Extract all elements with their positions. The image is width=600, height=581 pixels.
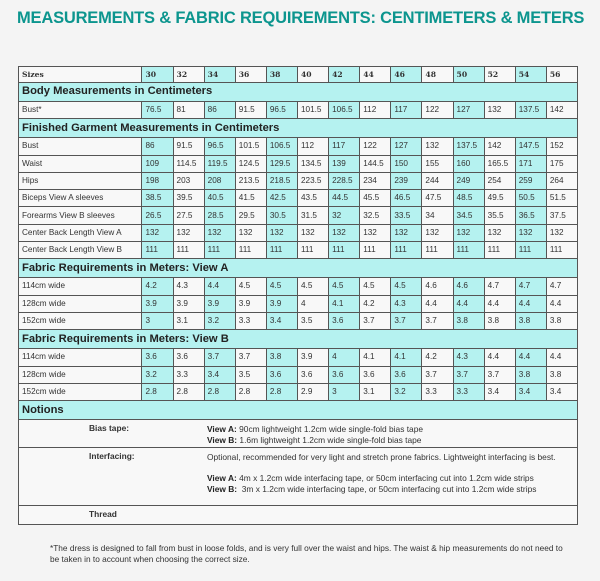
value-cell: 29.5 (235, 207, 266, 224)
value-cell: 111 (204, 242, 235, 259)
value-cell: 2.8 (204, 383, 235, 400)
value-cell: 3.9 (235, 295, 266, 312)
value-cell: 134.5 (297, 155, 328, 172)
section-heading-row (19, 83, 578, 102)
table-row (19, 349, 578, 366)
value-cell: 3.6 (266, 366, 297, 383)
value-cell: 86 (204, 102, 235, 119)
value-cell: 96.5 (204, 138, 235, 155)
value-cell: 111 (235, 242, 266, 259)
size-header-cell: 46 (391, 67, 422, 83)
size-header-cell: 30 (142, 67, 173, 83)
value-cell: 40.5 (204, 190, 235, 207)
value-cell: 4.4 (484, 295, 515, 312)
interfacing-intro: Optional, recommended for very light and stretch prone fabrics. Lightweight interfacing is best. (207, 452, 556, 463)
value-cell: 137.5 (515, 102, 546, 119)
value-cell: 4.4 (546, 349, 577, 366)
value-cell: 127 (391, 138, 422, 155)
row-label: Hips (19, 172, 142, 189)
row-label: Bust* (19, 102, 142, 119)
bias-tape-details (139, 420, 423, 447)
value-cell: 3.7 (360, 312, 391, 329)
value-cell: 259 (515, 172, 546, 189)
value-cell: 127 (453, 102, 484, 119)
value-cell: 49.5 (484, 190, 515, 207)
value-cell: 3.4 (266, 312, 297, 329)
table-row (19, 207, 578, 224)
value-cell: 91.5 (235, 102, 266, 119)
size-header-cell: 54 (515, 67, 546, 83)
value-cell: 2.8 (173, 383, 204, 400)
row-label: 114cm wide (19, 349, 142, 366)
value-cell: 3.7 (484, 366, 515, 383)
table-row (19, 278, 578, 295)
value-cell: 3.1 (360, 383, 391, 400)
value-cell: 3.4 (204, 366, 235, 383)
row-label: Biceps View A sleeves (19, 190, 142, 207)
value-cell: 3.8 (515, 366, 546, 383)
value-cell: 117 (329, 138, 360, 155)
value-cell: 111 (422, 242, 453, 259)
value-cell: 3.4 (484, 383, 515, 400)
notion-row-bias-tape (19, 420, 578, 448)
value-cell: 3.2 (142, 366, 173, 383)
value-cell: 132 (173, 224, 204, 241)
table-body (19, 67, 578, 401)
value-cell: 132 (266, 224, 297, 241)
value-cell: 3.6 (297, 366, 328, 383)
bias-view-b-text: 1.6m lightweight 1.2cm wide single-fold bias tape (237, 434, 422, 445)
footnote: *The dress is designed to fall from bust in loose folds, and is very full over the waist and hips. The waist & hip measurements do not need to be taken in to account when choosing the correct size. (50, 543, 563, 564)
value-cell: 28.5 (204, 207, 235, 224)
value-cell: 4.4 (484, 349, 515, 366)
size-header-cell: 34 (204, 67, 235, 83)
value-cell: 3.8 (484, 312, 515, 329)
value-cell: 122 (360, 138, 391, 155)
value-cell: 4.6 (422, 278, 453, 295)
table-row (19, 138, 578, 155)
value-cell: 86 (142, 138, 173, 155)
value-cell: 132 (515, 224, 546, 241)
value-cell: 150 (391, 155, 422, 172)
value-cell: 4.5 (297, 278, 328, 295)
value-cell: 109 (142, 155, 173, 172)
value-cell: 35.5 (484, 207, 515, 224)
section-heading: Finished Garment Measurements in Centimeters (19, 119, 578, 138)
value-cell: 264 (546, 172, 577, 189)
row-label: Waist (19, 155, 142, 172)
value-cell: 3.7 (453, 366, 484, 383)
value-cell: 44.5 (329, 190, 360, 207)
value-cell: 124.5 (235, 155, 266, 172)
value-cell: 4.5 (329, 278, 360, 295)
value-cell: 3.2 (204, 312, 235, 329)
value-cell: 132 (360, 224, 391, 241)
value-cell: 4.2 (360, 295, 391, 312)
value-cell: 3.8 (453, 312, 484, 329)
value-cell: 3.9 (142, 295, 173, 312)
value-cell: 234 (360, 172, 391, 189)
value-cell: 45.5 (360, 190, 391, 207)
value-cell: 101.5 (235, 138, 266, 155)
value-cell: 3.8 (266, 349, 297, 366)
value-cell: 37.5 (546, 207, 577, 224)
value-cell: 112 (297, 138, 328, 155)
value-cell: 3.9 (297, 349, 328, 366)
value-cell: 4.3 (453, 349, 484, 366)
value-cell: 4.2 (142, 278, 173, 295)
value-cell: 2.8 (266, 383, 297, 400)
value-cell: 4.5 (266, 278, 297, 295)
value-cell: 132 (297, 224, 328, 241)
value-cell: 101.5 (297, 102, 328, 119)
value-cell: 4.4 (453, 295, 484, 312)
value-cell: 132 (422, 138, 453, 155)
value-cell: 3.3 (173, 366, 204, 383)
value-cell: 208 (204, 172, 235, 189)
value-cell: 137.5 (453, 138, 484, 155)
row-label: 114cm wide (19, 278, 142, 295)
value-cell: 47.5 (422, 190, 453, 207)
value-cell: 129.5 (266, 155, 297, 172)
value-cell: 3.2 (391, 383, 422, 400)
value-cell: 3.6 (142, 349, 173, 366)
value-cell: 4.2 (422, 349, 453, 366)
value-cell: 4.7 (484, 278, 515, 295)
table-row (19, 295, 578, 312)
value-cell: 155 (422, 155, 453, 172)
value-cell: 3.8 (546, 366, 577, 383)
value-cell: 50.5 (515, 190, 546, 207)
value-cell: 244 (422, 172, 453, 189)
value-cell: 3.4 (515, 383, 546, 400)
interfacing-view-a-text: 4m x 1.2cm wide interfacing tape, or 50cm interfacing cut into 1.2cm wide strips (236, 473, 534, 484)
value-cell: 132 (235, 224, 266, 241)
value-cell: 139 (329, 155, 360, 172)
value-cell: 4.5 (360, 278, 391, 295)
value-cell: 4.1 (329, 295, 360, 312)
notions-heading: Notions (19, 401, 578, 420)
value-cell: 33.5 (391, 207, 422, 224)
value-cell: 4 (297, 295, 328, 312)
value-cell: 122 (422, 102, 453, 119)
value-cell: 3.6 (360, 366, 391, 383)
value-cell: 111 (453, 242, 484, 259)
size-header-cell: 38 (266, 67, 297, 83)
value-cell: 3.7 (422, 366, 453, 383)
sizes-header-row (19, 67, 578, 83)
value-cell: 34.5 (453, 207, 484, 224)
value-cell: 213.5 (235, 172, 266, 189)
value-cell: 4.4 (515, 295, 546, 312)
value-cell: 132 (422, 224, 453, 241)
value-cell: 111 (360, 242, 391, 259)
value-cell: 4.4 (204, 278, 235, 295)
section-heading-row (19, 259, 578, 278)
row-label: Bust (19, 138, 142, 155)
value-cell: 26.5 (142, 207, 173, 224)
value-cell: 3 (329, 383, 360, 400)
value-cell: 30.5 (266, 207, 297, 224)
value-cell: 132 (142, 224, 173, 241)
value-cell: 228.5 (329, 172, 360, 189)
value-cell: 3.4 (546, 383, 577, 400)
value-cell: 132 (546, 224, 577, 241)
value-cell: 165.5 (484, 155, 515, 172)
size-header-cell: 44 (360, 67, 391, 83)
value-cell: 3.1 (173, 312, 204, 329)
value-cell: 132 (484, 224, 515, 241)
value-cell: 111 (142, 242, 173, 259)
value-cell: 42.5 (266, 190, 297, 207)
bias-view-a-label: View A: (207, 424, 237, 435)
section-heading: Fabric Requirements in Meters: View A (19, 259, 578, 278)
value-cell: 38.5 (142, 190, 173, 207)
value-cell: 4.6 (453, 278, 484, 295)
value-cell: 3.8 (546, 312, 577, 329)
value-cell: 3.7 (391, 312, 422, 329)
value-cell: 3.3 (235, 312, 266, 329)
value-cell: 4.3 (391, 295, 422, 312)
table-row (19, 242, 578, 259)
value-cell: 4.4 (546, 295, 577, 312)
value-cell: 3 (142, 312, 173, 329)
value-cell: 3.6 (329, 366, 360, 383)
value-cell: 111 (546, 242, 577, 259)
table-row (19, 190, 578, 207)
value-cell: 106.5 (266, 138, 297, 155)
value-cell: 132 (204, 224, 235, 241)
measurements-table (18, 66, 578, 525)
table-row (19, 102, 578, 119)
size-header-cell: 52 (484, 67, 515, 83)
value-cell: 27.5 (173, 207, 204, 224)
value-cell: 218.5 (266, 172, 297, 189)
value-cell: 152 (546, 138, 577, 155)
page-title: MEASUREMENTS & FABRIC REQUIREMENTS: CENTIMETERS & METERS (17, 9, 585, 27)
value-cell: 4.5 (391, 278, 422, 295)
value-cell: 2.8 (142, 383, 173, 400)
value-cell: 114.5 (173, 155, 204, 172)
value-cell: 112 (360, 102, 391, 119)
value-cell: 96.5 (266, 102, 297, 119)
value-cell: 32 (329, 207, 360, 224)
value-cell: 111 (484, 242, 515, 259)
value-cell: 3.7 (422, 312, 453, 329)
value-cell: 203 (173, 172, 204, 189)
sizes-label: Sizes (19, 67, 142, 83)
table-row (19, 224, 578, 241)
value-cell: 2.9 (297, 383, 328, 400)
table-row (19, 155, 578, 172)
value-cell: 3.6 (329, 312, 360, 329)
interfacing-view-b-label: View B: (207, 483, 238, 494)
thread-label: Thread (89, 509, 117, 520)
value-cell: 147.5 (515, 138, 546, 155)
value-cell: 198 (142, 172, 173, 189)
notion-row-interfacing (19, 448, 578, 506)
table-row (19, 366, 578, 383)
section-heading-row (19, 119, 578, 138)
row-label: 152cm wide (19, 312, 142, 329)
value-cell: 132 (484, 102, 515, 119)
size-header-cell: 40 (297, 67, 328, 83)
value-cell: 111 (173, 242, 204, 259)
value-cell: 34 (422, 207, 453, 224)
size-header-cell: 56 (546, 67, 577, 83)
size-header-cell: 48 (422, 67, 453, 83)
value-cell: 223.5 (297, 172, 328, 189)
value-cell: 249 (453, 172, 484, 189)
value-cell: 111 (266, 242, 297, 259)
value-cell: 3.8 (515, 312, 546, 329)
value-cell: 160 (453, 155, 484, 172)
value-cell: 4.7 (515, 278, 546, 295)
interfacing-view-b-text: 3m x 1.2cm wide interfacing tape, or 50cm interfacing cut into 1.2cm wide strips (237, 483, 537, 494)
row-label: Center Back Length View A (19, 224, 142, 241)
value-cell: 111 (391, 242, 422, 259)
interfacing-details (139, 448, 556, 505)
value-cell: 3.9 (204, 295, 235, 312)
value-cell: 3.5 (235, 366, 266, 383)
value-cell: 32.5 (360, 207, 391, 224)
value-cell: 3.6 (391, 366, 422, 383)
value-cell: 171 (515, 155, 546, 172)
value-cell: 132 (329, 224, 360, 241)
value-cell: 3.6 (173, 349, 204, 366)
value-cell: 239 (391, 172, 422, 189)
value-cell: 41.5 (235, 190, 266, 207)
value-cell: 36.5 (515, 207, 546, 224)
table-row (19, 383, 578, 400)
size-header-cell: 50 (453, 67, 484, 83)
row-label: Forearms View B sleeves (19, 207, 142, 224)
value-cell: 4.4 (422, 295, 453, 312)
value-cell: 51.5 (546, 190, 577, 207)
value-cell: 81 (173, 102, 204, 119)
value-cell: 4.3 (173, 278, 204, 295)
table-row (19, 172, 578, 189)
row-label: 128cm wide (19, 366, 142, 383)
value-cell: 117 (391, 102, 422, 119)
value-cell: 76.5 (142, 102, 173, 119)
value-cell: 3.3 (422, 383, 453, 400)
value-cell: 2.8 (235, 383, 266, 400)
value-cell: 4.5 (235, 278, 266, 295)
value-cell: 3.7 (235, 349, 266, 366)
interfacing-label: Interfacing: (89, 451, 135, 462)
value-cell: 132 (453, 224, 484, 241)
value-cell: 175 (546, 155, 577, 172)
value-cell: 111 (329, 242, 360, 259)
value-cell: 3.7 (204, 349, 235, 366)
value-cell: 132 (391, 224, 422, 241)
bias-tape-label: Bias tape: (89, 423, 130, 434)
value-cell: 3.9 (173, 295, 204, 312)
value-cell: 4.1 (391, 349, 422, 366)
value-cell: 144.5 (360, 155, 391, 172)
value-cell: 4.4 (515, 349, 546, 366)
size-header-cell: 36 (235, 67, 266, 83)
value-cell: 31.5 (297, 207, 328, 224)
value-cell: 142 (546, 102, 577, 119)
value-cell: 43.5 (297, 190, 328, 207)
notions-section (19, 401, 578, 525)
bias-view-a-text: 90cm lightweight 1.2cm wide single-fold bias tape (236, 424, 424, 435)
value-cell: 91.5 (173, 138, 204, 155)
section-heading: Fabric Requirements in Meters: View B (19, 330, 578, 349)
value-cell: 3.3 (453, 383, 484, 400)
value-cell: 48.5 (453, 190, 484, 207)
row-label: Center Back Length View B (19, 242, 142, 259)
size-header-cell: 32 (173, 67, 204, 83)
notion-row-thread (19, 506, 578, 525)
value-cell: 4.7 (546, 278, 577, 295)
interfacing-view-a-label: View A: (207, 473, 237, 484)
value-cell: 39.5 (173, 190, 204, 207)
value-cell: 4.1 (360, 349, 391, 366)
size-header-cell: 42 (329, 67, 360, 83)
row-label: 128cm wide (19, 295, 142, 312)
value-cell: 3.9 (266, 295, 297, 312)
value-cell: 142 (484, 138, 515, 155)
row-label: 152cm wide (19, 383, 142, 400)
value-cell: 3.5 (297, 312, 328, 329)
value-cell: 4 (329, 349, 360, 366)
value-cell: 46.5 (391, 190, 422, 207)
value-cell: 111 (297, 242, 328, 259)
value-cell: 119.5 (204, 155, 235, 172)
section-heading-row (19, 401, 578, 420)
value-cell: 111 (515, 242, 546, 259)
section-heading-row (19, 330, 578, 349)
value-cell: 254 (484, 172, 515, 189)
value-cell: 106.5 (329, 102, 360, 119)
bias-view-b-label: View B: (207, 434, 238, 445)
section-heading: Body Measurements in Centimeters (19, 83, 578, 102)
table-row (19, 312, 578, 329)
